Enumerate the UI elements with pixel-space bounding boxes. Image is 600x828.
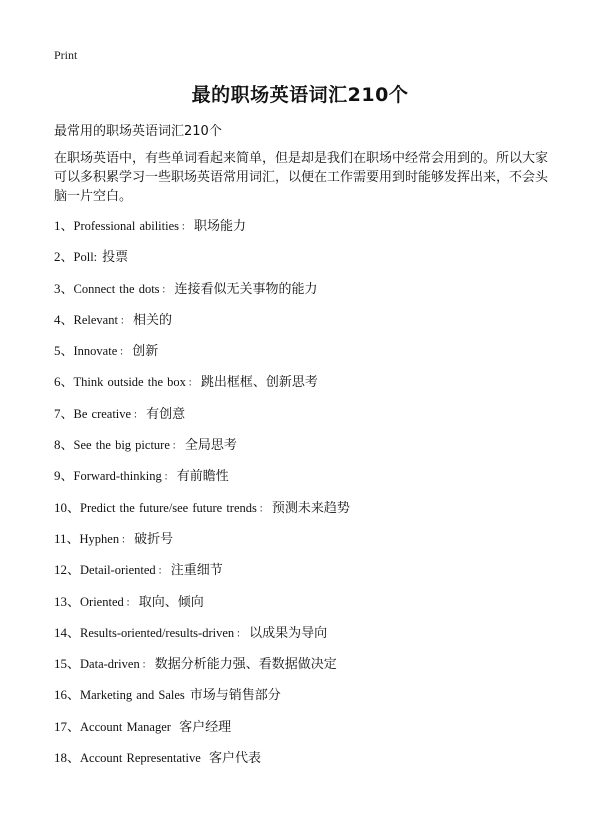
chinese-meaning: 客户代表 (208, 751, 261, 767)
chinese-meaning: 有前瞻性 (176, 469, 229, 485)
chinese-meaning: 注重细节 (170, 563, 223, 579)
vocabulary-item (54, 310, 574, 341)
english-term: Hyphen (79, 531, 120, 546)
chinese-meaning: 破折号 (134, 531, 174, 547)
chinese-meaning: 连接看似无关事物的能力 (174, 281, 318, 297)
english-term: Relevant (73, 312, 118, 327)
english-term: Poll: (73, 250, 98, 265)
english-term: Account Manager (80, 719, 171, 734)
separator: ： (163, 472, 174, 484)
item-number: 14、 (54, 624, 81, 640)
english-term: Innovate (73, 344, 118, 359)
separator (173, 723, 176, 734)
english-term: Data-driven (80, 657, 140, 672)
separator: ： (121, 534, 132, 546)
item-number: 1、 (54, 218, 74, 233)
english-term: Marketing and Sales (80, 688, 185, 703)
item-number: 9、 (54, 468, 74, 484)
english-term: Results-oriented/results-driven (80, 625, 235, 640)
separator: ： (161, 284, 172, 296)
vocabulary-item (54, 466, 574, 497)
separator: ： (119, 347, 130, 359)
chinese-meaning: 取向、倾向 (138, 594, 204, 610)
separator: ： (125, 597, 136, 609)
item-number: 4、 (54, 311, 74, 327)
english-term: See the big picture (73, 438, 170, 453)
chinese-meaning: 预测未来趋势 (271, 500, 350, 516)
separator: ： (171, 441, 182, 453)
subtitle: 最常用的职场英语词汇210个 (54, 124, 222, 139)
item-number: 10、 (54, 499, 81, 515)
item-number: 15、 (54, 656, 81, 672)
item-number: 12、 (54, 562, 81, 578)
separator: ： (236, 628, 247, 640)
vocabulary-item (54, 654, 574, 685)
separator: ： (187, 378, 198, 390)
chinese-meaning: 跳出框框、创新思考 (200, 375, 318, 391)
vocabulary-item (54, 685, 574, 716)
vocabulary-list (54, 216, 574, 779)
chinese-meaning: 相关的 (132, 312, 172, 328)
english-term: Account Representative (80, 751, 201, 766)
english-term: Professional abilities (73, 219, 180, 233)
item-number: 6、 (54, 374, 74, 390)
chinese-meaning: 全局思考 (184, 438, 237, 454)
item-number: 5、 (54, 343, 74, 359)
separator: ： (119, 315, 130, 327)
chinese-meaning: 数据分析能力强、看数据做决定 (154, 657, 337, 673)
english-term: Be creative (73, 406, 132, 421)
item-number: 16、 (54, 687, 81, 703)
english-term: Predict the future/see future trends (80, 500, 257, 515)
vocabulary-item (54, 216, 574, 247)
item-number: 13、 (54, 593, 81, 609)
chinese-meaning: 投票 (102, 250, 129, 266)
item-number: 18、 (54, 750, 81, 766)
item-number: 7、 (54, 405, 74, 421)
vocabulary-item (54, 623, 574, 654)
vocabulary-item (54, 529, 574, 560)
print-link[interactable]: Print (54, 48, 78, 62)
vocabulary-item (54, 372, 574, 403)
item-number: 11、 (54, 530, 80, 546)
vocabulary-item (54, 404, 574, 435)
vocabulary-item (54, 435, 574, 466)
chinese-meaning: 以成果为导向 (249, 625, 328, 641)
separator: ： (181, 222, 192, 233)
chinese-meaning: 职场能力 (194, 219, 247, 234)
english-term: Oriented (80, 594, 124, 609)
english-term: Forward-thinking (73, 469, 162, 484)
chinese-meaning: 有创意 (146, 406, 186, 422)
separator: ： (141, 660, 152, 672)
vocabulary-item (54, 717, 574, 748)
vocabulary-item (54, 341, 574, 372)
english-term: Connect the dots (73, 281, 160, 296)
chinese-meaning: 创新 (132, 344, 159, 360)
vocabulary-item (54, 279, 574, 310)
vocabulary-item (54, 592, 574, 623)
intro-paragraph: 在职场英语中，有些单词看起来简单，但是却是我们在职场中经常会用到的。所以大家可以多积累学习一些职场英语常用词汇，以便在工作需要用到时能够发挥出来，不会头脑一片空白。 (54, 151, 549, 204)
item-number: 3、 (54, 280, 74, 296)
separator: ： (157, 566, 168, 578)
chinese-meaning: 客户经理 (179, 719, 232, 735)
vocabulary-item (54, 498, 574, 529)
english-term: Detail-oriented (80, 563, 156, 578)
english-term: Think outside the box (73, 375, 186, 390)
separator: ： (258, 503, 269, 515)
separator (203, 754, 206, 765)
item-number: 8、 (54, 437, 74, 453)
item-number: 2、 (54, 249, 74, 265)
separator: ： (133, 409, 144, 421)
item-number: 17、 (54, 718, 81, 734)
chinese-meaning: 市场与销售部分 (189, 688, 281, 704)
page-title: 最的职场英语词汇210个 (191, 84, 409, 106)
vocabulary-item (54, 560, 574, 591)
vocabulary-item (54, 748, 574, 779)
vocabulary-item (54, 247, 574, 278)
